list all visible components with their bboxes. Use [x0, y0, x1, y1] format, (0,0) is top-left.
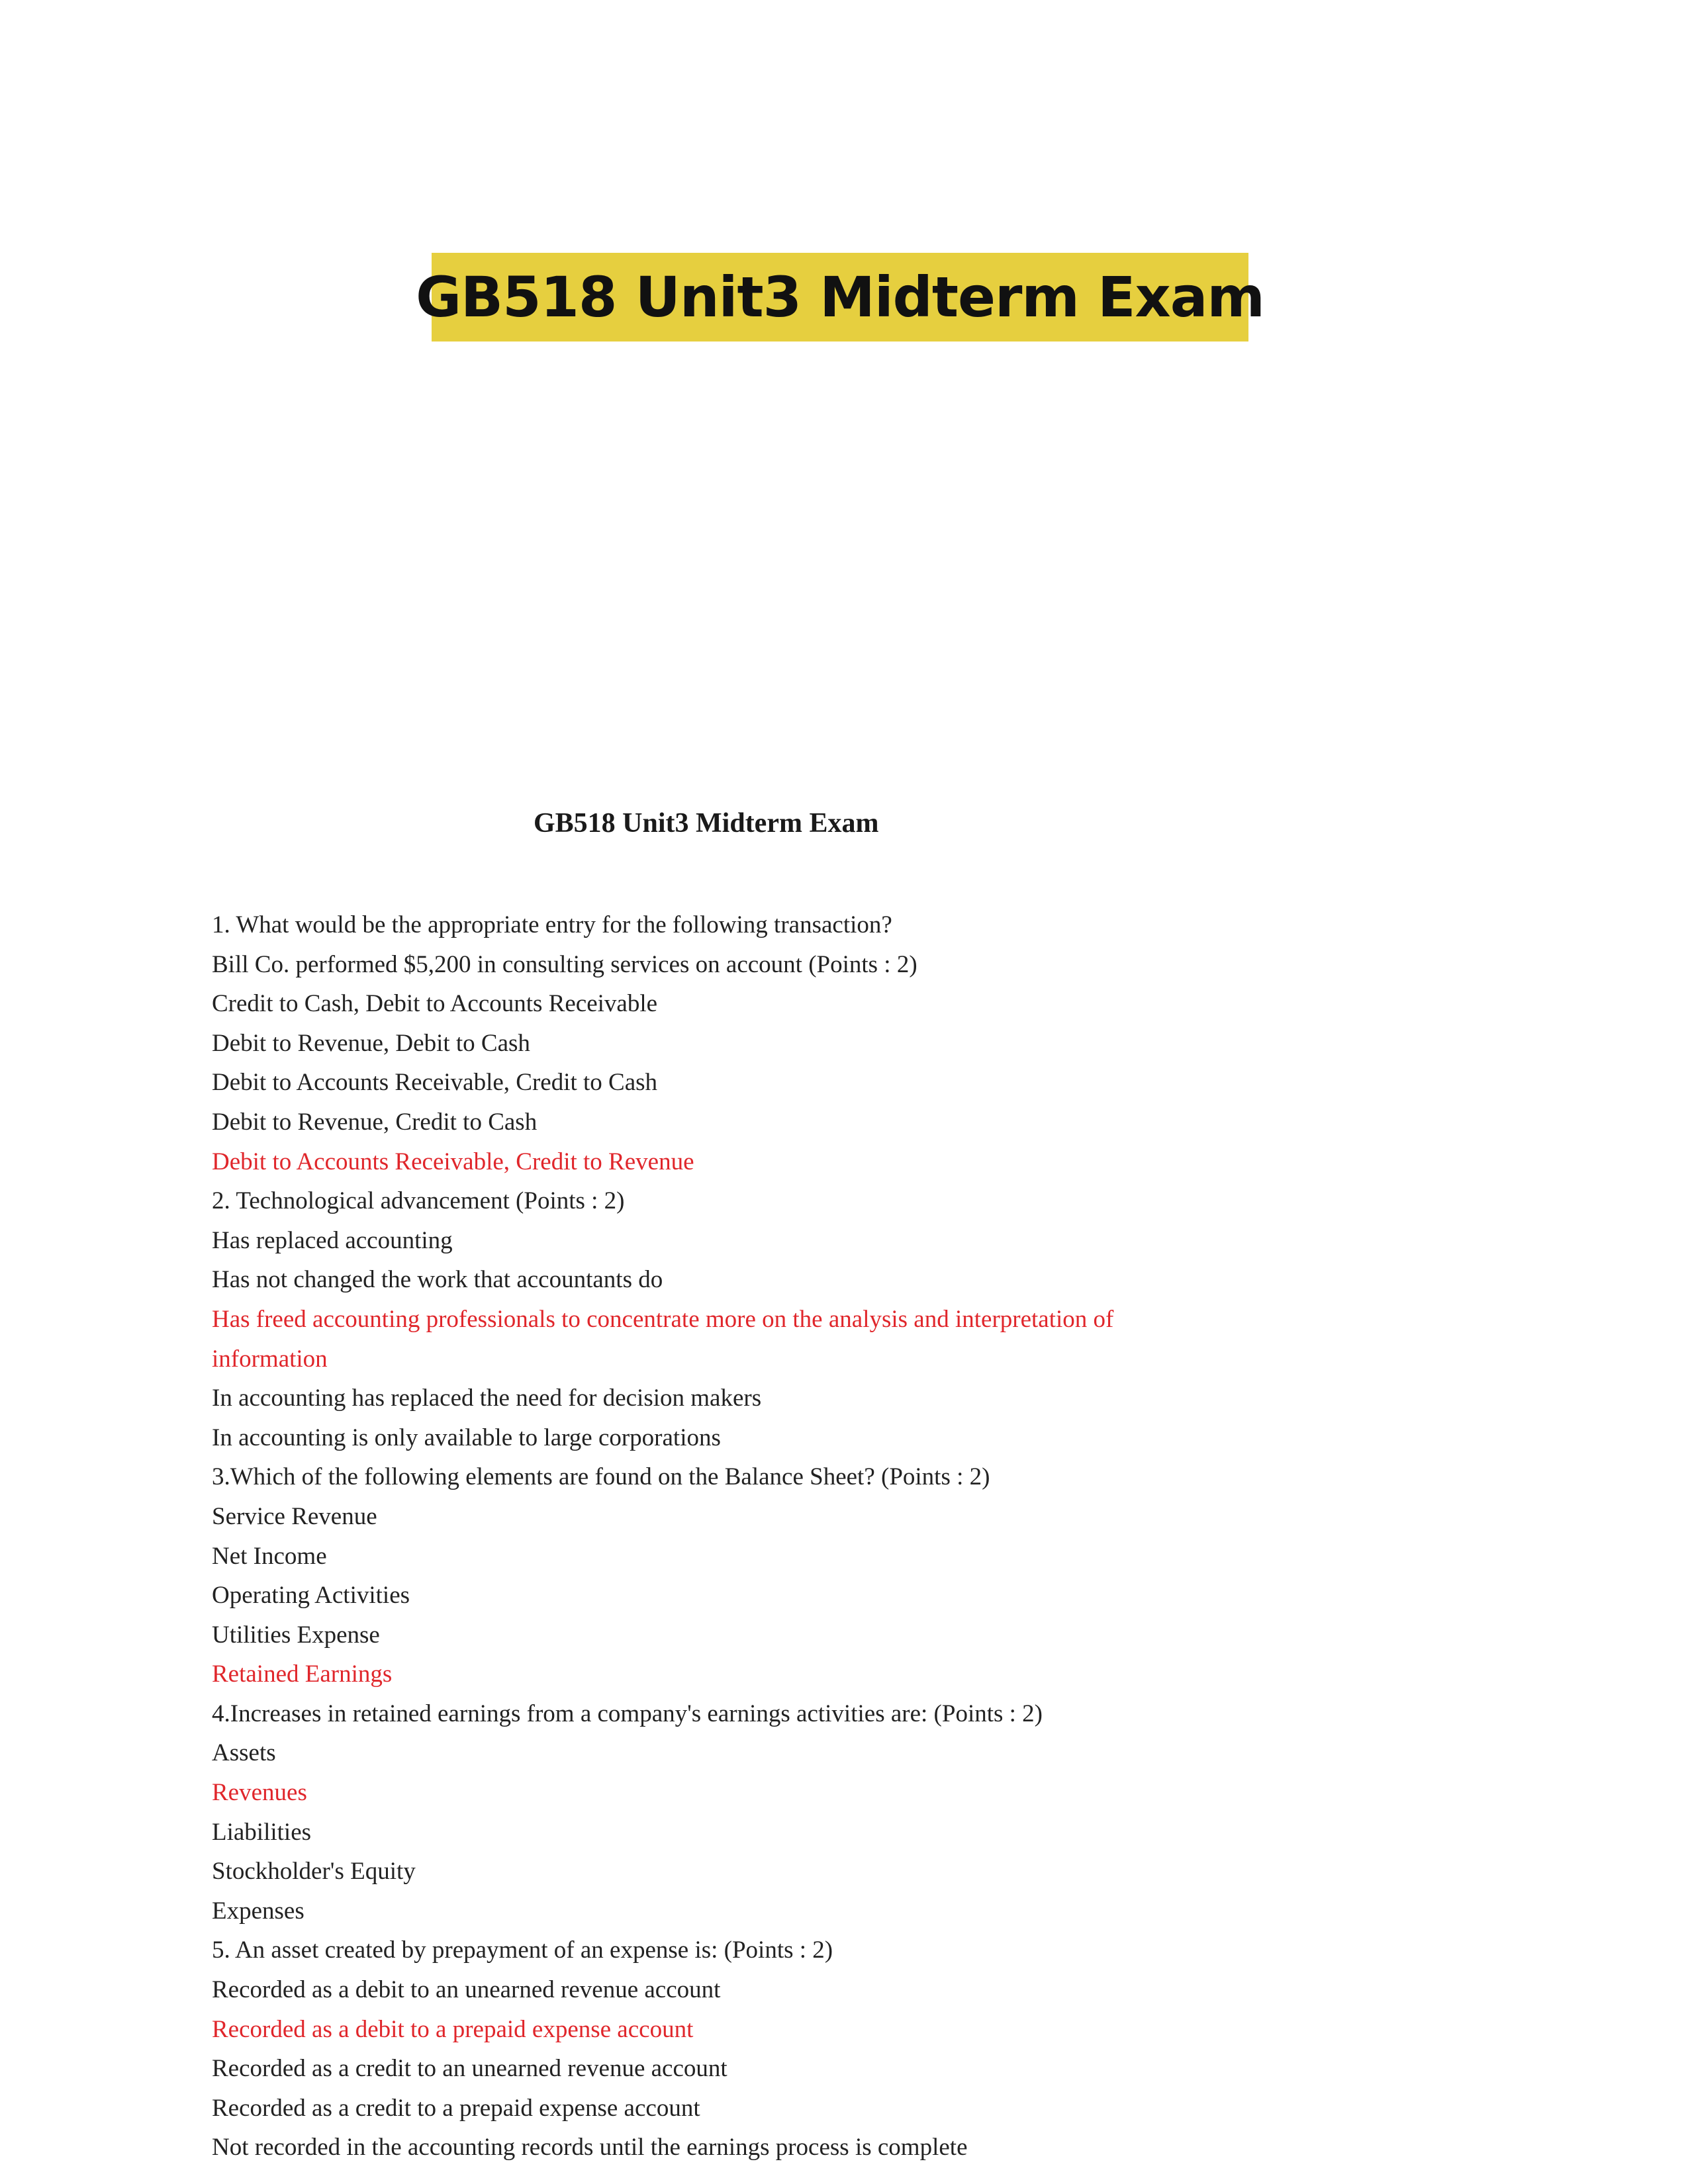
- text-line: 3.Which of the following elements are found on the Balance Sheet? (Points : 2): [212, 1463, 990, 1491]
- text-line: In accounting is only available to large corporations: [212, 1424, 721, 1451]
- correct-answer-line: Retained Earnings: [212, 1661, 393, 1688]
- banner-title: GB518 Unit3 Midterm Exam: [416, 265, 1264, 330]
- text-line: Expenses: [212, 1897, 305, 1925]
- text-line: Recorded as a credit to a prepaid expense account: [212, 2094, 700, 2122]
- text-line: Assets: [212, 1739, 276, 1767]
- text-line: Debit to Accounts Receivable, Credit to Cash: [212, 1069, 658, 1097]
- text-line: Liabilities: [212, 1818, 312, 1846]
- text-line: Credit to Cash, Debit to Accounts Receivable: [212, 990, 658, 1018]
- text-line: 2. Technological advancement (Points : 2): [212, 1187, 625, 1215]
- title-banner: [416, 253, 1264, 341]
- text-line: Stockholder's Equity: [212, 1858, 416, 1886]
- text-line: In accounting has replaced the need for decision makers: [212, 1385, 762, 1412]
- document-title: GB518 Unit3 Midterm Exam: [534, 808, 879, 839]
- text-line: Service Revenue: [212, 1502, 377, 1530]
- text-line: Debit to Revenue, Debit to Cash: [212, 1029, 530, 1057]
- text-line: 4.Increases in retained earnings from a company's earnings activities are: (Points : 2): [212, 1700, 1043, 1727]
- correct-answer-line: Debit to Accounts Receivable, Credit to Revenue: [212, 1148, 694, 1175]
- text-line: Utilities Expense: [212, 1621, 380, 1649]
- text-line: Operating Activities: [212, 1582, 410, 1610]
- text-line: 5. An asset created by prepayment of an expense is: (Points : 2): [212, 1936, 833, 1964]
- text-line: 1. What would be the appropriate entry for the following transaction?: [212, 911, 892, 938]
- text-line: Recorded as a credit to an unearned revenue account: [212, 2055, 727, 2083]
- question-list: [212, 905, 1470, 2167]
- text-line: Not recorded in the accounting records until the earnings process is complete: [212, 2134, 968, 2161]
- text-line: Has not changed the work that accountants do: [212, 1266, 663, 1294]
- correct-answer-line: Revenues: [212, 1779, 307, 1807]
- text-line: Debit to Revenue, Credit to Cash: [212, 1108, 538, 1136]
- correct-answer-line: Recorded as a debit to a prepaid expense account: [212, 2015, 694, 2043]
- correct-answer-line: Has freed accounting professionals to concentrate more on the analysis and interpretation of: [212, 1305, 1114, 1333]
- text-line: Has replaced accounting: [212, 1226, 453, 1254]
- text-line: Recorded as a debit to an unearned revenue account: [212, 1976, 721, 2004]
- correct-answer-line: information: [212, 1345, 328, 1373]
- text-line: Net Income: [212, 1542, 327, 1570]
- text-line: Bill Co. performed $5,200 in consulting services on account (Points : 2): [212, 950, 917, 978]
